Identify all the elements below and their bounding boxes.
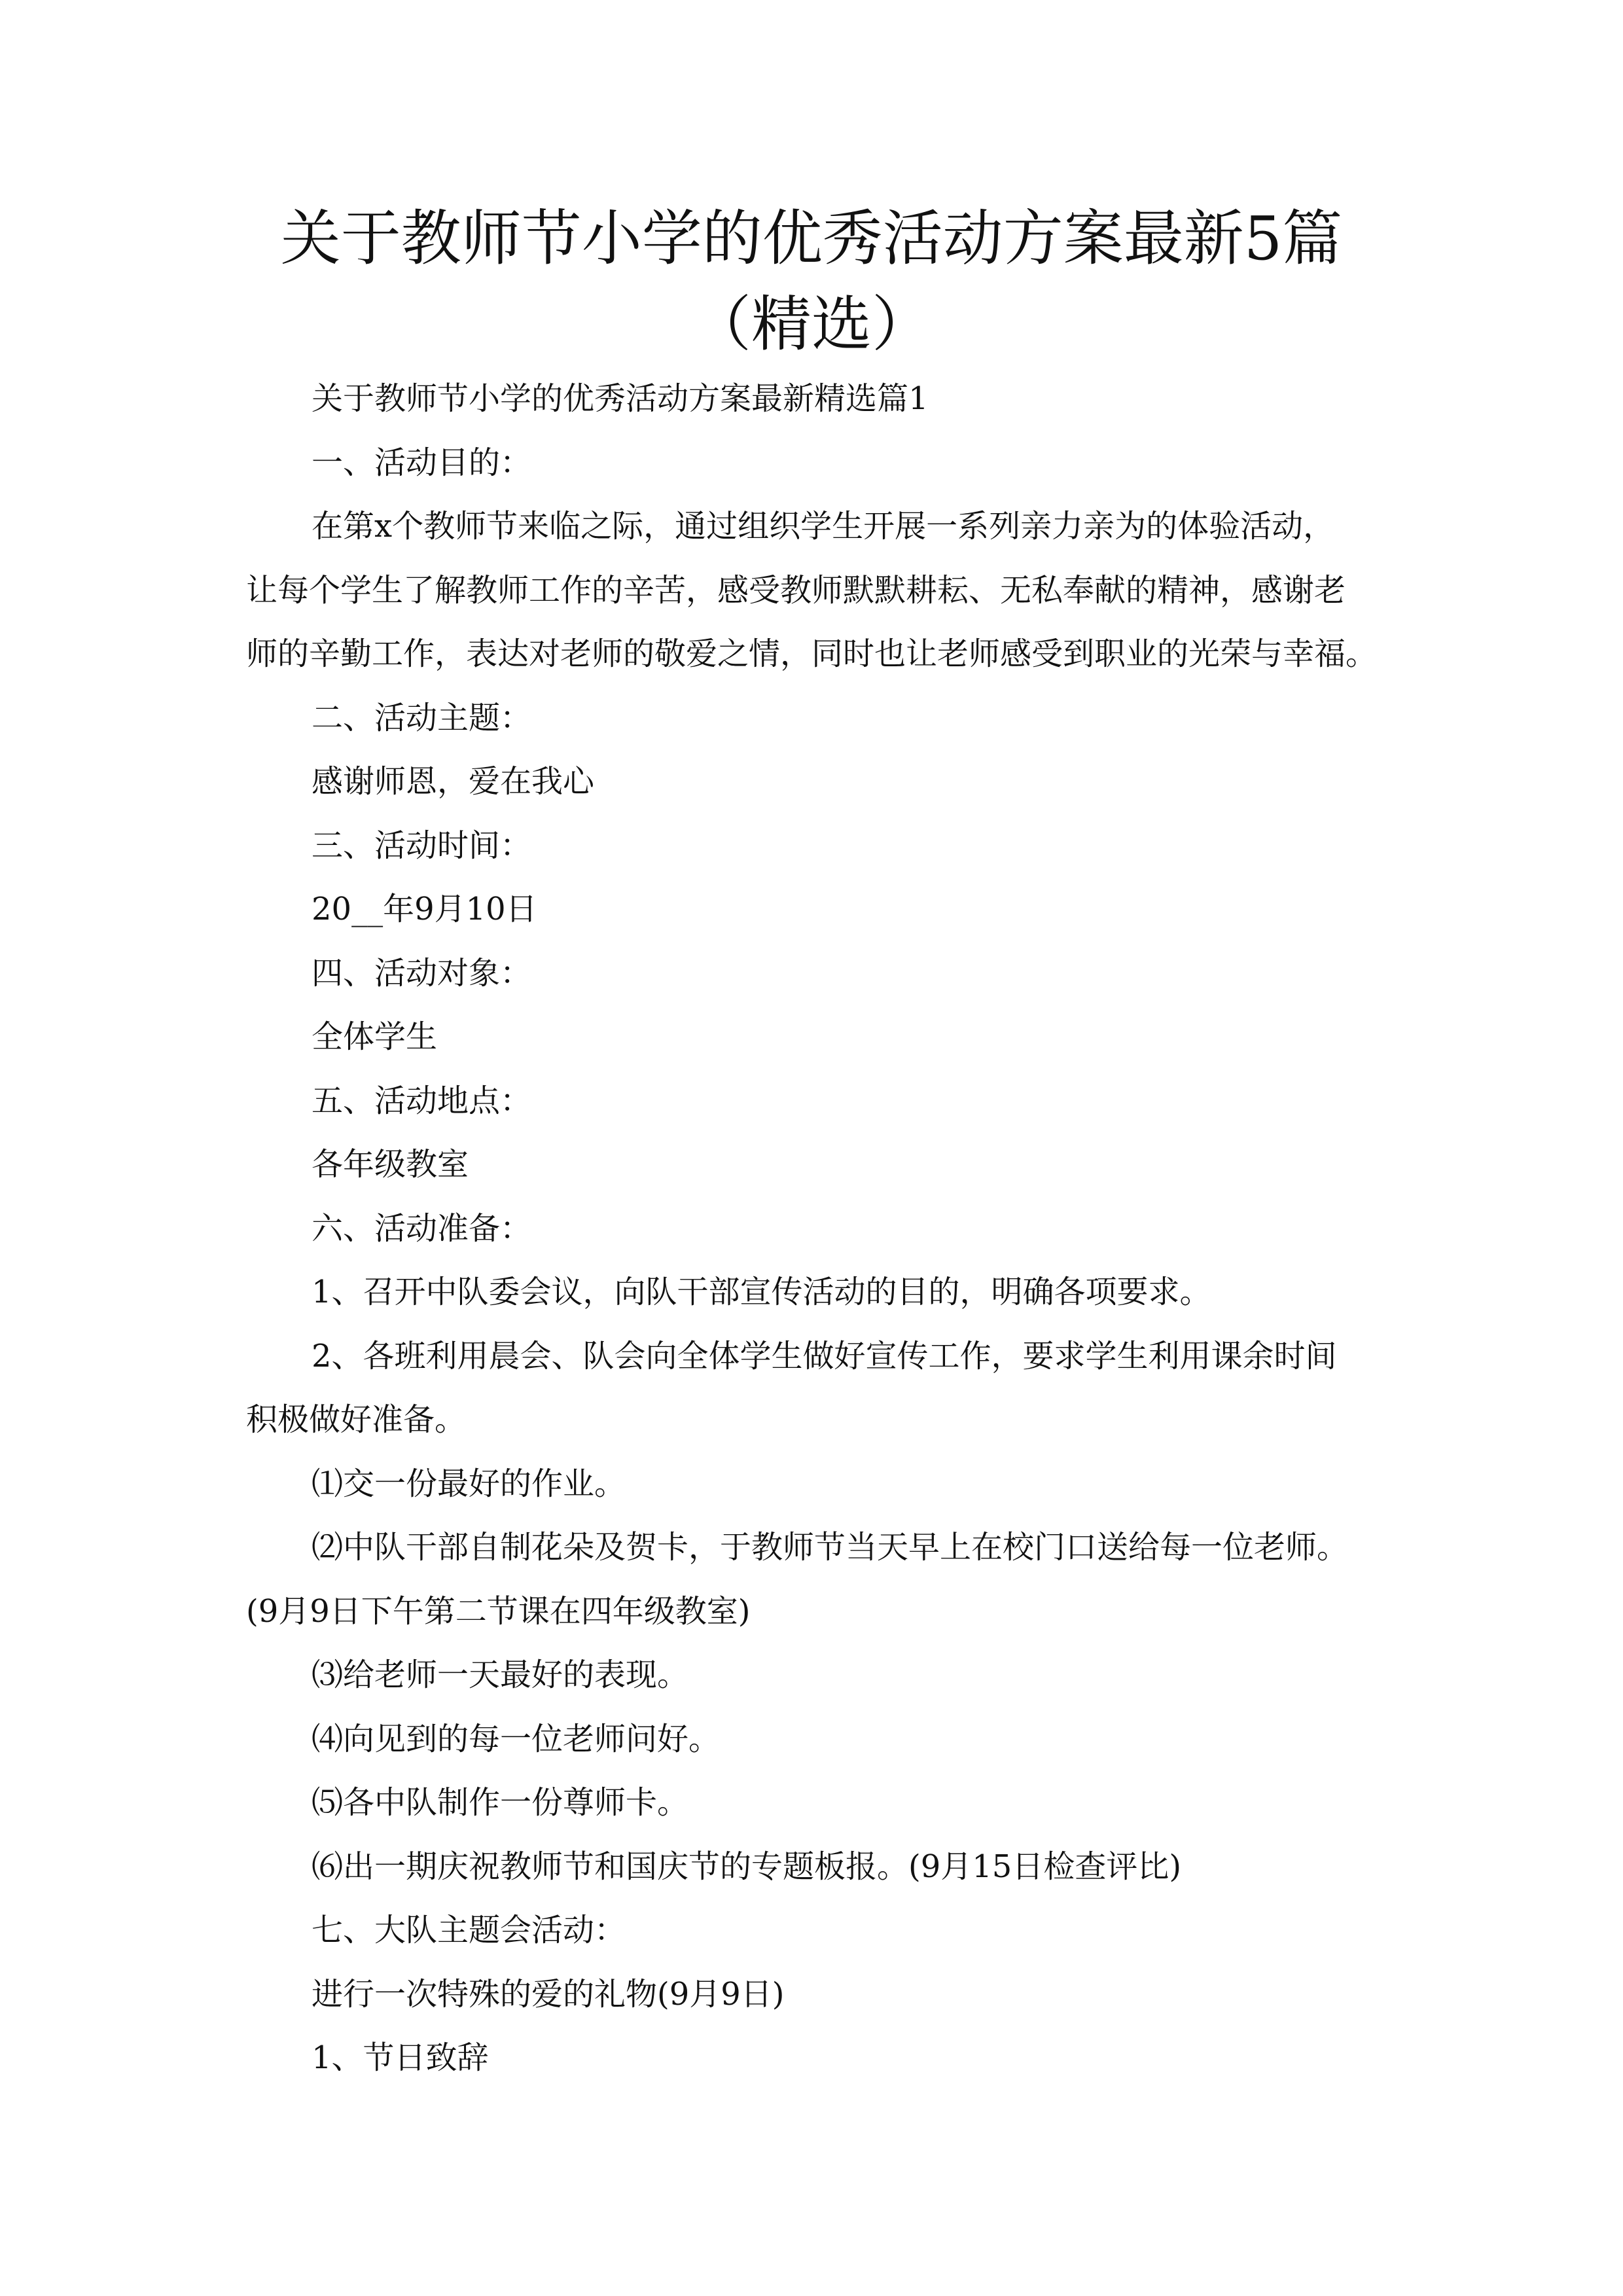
text-line: 三、活动时间： bbox=[312, 827, 532, 864]
text-line: 师的辛勤工作，表达对老师的敬爱之情，同时也让老师感受到职业的光荣与幸福。 bbox=[246, 636, 1378, 672]
text-line: 让每个学生了解教师工作的辛苦，感受教师默默耕耘、无私奉献的精神，感谢老 bbox=[246, 571, 1346, 609]
document-body bbox=[246, 367, 1404, 2090]
text-line: ⑸各中队制作一份尊师卡。 bbox=[312, 1784, 689, 1821]
text-line: 二、活动主题： bbox=[312, 699, 532, 736]
text-line: 七、大队主题会活动： bbox=[312, 1912, 626, 1948]
text-line: 一、活动目的： bbox=[312, 444, 532, 481]
text-line: 在第x个教师节来临之际，通过组织学生开展一系列亲力亲为的体验活动， bbox=[312, 508, 1335, 545]
text-line: 六、活动准备： bbox=[312, 1210, 532, 1247]
text-line: 积极做好准备。 bbox=[246, 1401, 467, 1438]
text-line: ⑶给老师一天最好的表现。 bbox=[312, 1657, 689, 1693]
text-line: 2、各班利用晨会、队会向全体学生做好宣传工作，要求学生利用课余时间 bbox=[312, 1337, 1337, 1374]
text-line: 五、活动地点： bbox=[312, 1082, 532, 1119]
text-line: 进行一次特殊的爱的礼物(9月9日) bbox=[312, 1975, 785, 2013]
text-line: ⑴交一份最好的作业。 bbox=[312, 1465, 626, 1502]
text-line: ⑹出一期庆祝教师节和国庆节的专题板报。(9月15日检查评比) bbox=[312, 1848, 1182, 1885]
document-subtitle: （精选） bbox=[690, 289, 932, 359]
text-line: 20__年9月10日 bbox=[312, 891, 537, 927]
text-line: 关于教师节小学的优秀活动方案最新精选篇1 bbox=[312, 380, 929, 417]
text-line: 感谢师恩，爱在我心 bbox=[312, 763, 595, 800]
text-line: 四、活动对象： bbox=[312, 954, 532, 992]
text-line: 全体学生 bbox=[312, 1018, 438, 1055]
text-line: (9月9日下午第二节课在四年级教室) bbox=[246, 1592, 751, 1630]
text-line: 1、召开中队委会议，向队干部宣传活动的目的，明确各项要求。 bbox=[312, 1274, 1211, 1310]
text-line: 各年级教室 bbox=[312, 1146, 469, 1183]
text-line: ⑷向见到的每一位老师问好。 bbox=[312, 1720, 721, 1757]
document-title: 关于教师节小学的优秀活动方案最新5篇 bbox=[280, 204, 1343, 274]
text-line: ⑵中队干部自制花朵及贺卡，于教师节当天早上在校门口送给每一位老师。 bbox=[312, 1529, 1349, 1566]
text-line: 1、节日致辞 bbox=[312, 2039, 489, 2076]
